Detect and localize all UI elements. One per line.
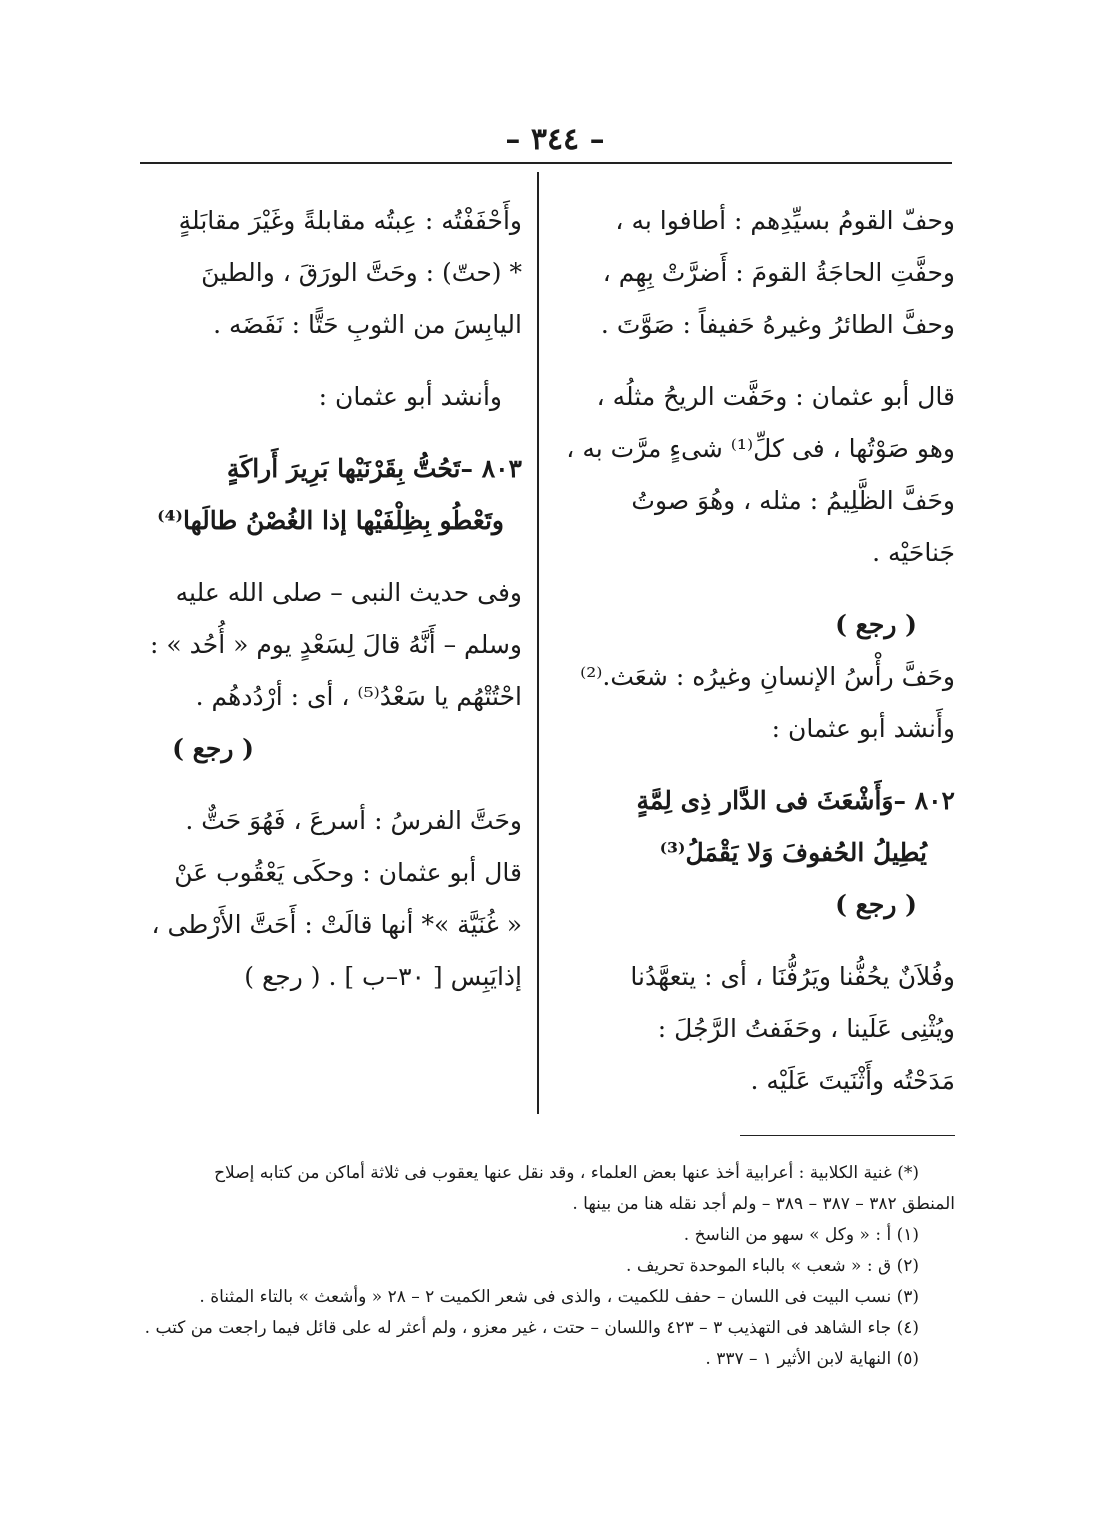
verse-line: ٨٠٣ –تَحُتُّ بِقَرْنَيْها بَرِيرَ أَراكَةٍ [226,454,522,483]
text-line: وهو صَوْتُها ، فى كلِّ⁽¹⁾ شىءٍ مرَّت به ، [566,434,955,463]
left-column [130,195,522,1003]
text-line: وسلم – أَنَّهُ قالَ لِسَعْدٍ يوم « أُحُد » : [150,630,522,659]
text-line: وحفَّتِ الحاجَةُ القومَ : أَضرَّتْ بِهِم ، [602,258,955,287]
text-line: وحَفَّ رأْسُ الإنسانِ وغيرُه : شعَث.⁽²⁾ [580,662,955,691]
text-line: قال أبو عثمان : وحكَى يَعْقُوب عَنْ [174,858,522,887]
text-line: * (حتّ) : وحَتَّ الورَقَ ، والطينَ [201,258,522,287]
footnotes [140,1158,955,1375]
text-line: وفُلاَنٌ يحُفُّنا ويَرُفُّنَا ، أى : يتعهَّدُنا [630,962,955,991]
footnote-line: (٢) ق : « شعب » بالباء الموحدة تحريف . [626,1256,919,1276]
text-line: مَدَحْتُه وأَثْنَيتَ عَلَيْه . [750,1066,955,1095]
spacer [130,351,522,371]
text-line: وحَفَّ الظَّلِيمُ : مثله ، وهُوَ صوتُ [631,486,955,515]
footnote-rule [740,1135,955,1136]
header-rule [140,162,952,164]
footnote-line: (٥) النهاية لابن الأثير ١ – ٣٣٧ . [705,1349,919,1369]
spacer [130,547,522,567]
spacer [130,775,522,795]
spacer [560,579,955,599]
footnote-line: (١) أ : « وكل » سهو من الناسخ . [683,1225,919,1245]
spacer [560,931,955,951]
rajaa-marker: ( رجع ) [835,610,917,639]
text-line: اليابِسَ من الثوبِ حَتًّا : نَفَضَه . [213,310,522,339]
text-line: « غُنَيَّة »* أنها قالَتْ : أَحَتَّ الأَرْطى ، [151,910,522,939]
text-line: وفى حديث النبى – صلى الله عليه [175,578,522,607]
footnote-line: (٤) جاء الشاهد فى التهذيب ٣ – ٤٢٣ واللسان – حتت ، غير معزو ، ولم أعثر له على قائل فيما راجعت من كتب . [144,1318,919,1338]
footnote-line: (٣) نسب البيت فى اللسان – حفف للكميت ، والذى فى شعر الكميت ٢ – ٢٨ « وأشعث » بالتاء المثناة . [199,1287,919,1307]
spacer [560,755,955,775]
text-line: وأنشد أبو عثمان : [318,382,502,411]
text-line: جَناحَيْه . [872,538,955,567]
rajaa-marker: ( رجع ) [172,734,254,763]
page-number: – ٣٤٤ – [505,122,605,157]
text-line: وحفّ القومُ بسيِّدِهم : أطافوا به ، [615,206,955,235]
text-line: إذايَبِس [ ٣٠–ب ] . ( رجع ) [244,962,522,991]
verse-line: وتَعْطُو بِظِلْفَيْها إذا الغُصْنُ طالَها⁽⁴⁾ [157,506,504,535]
verse-line: ٨٠٢ –وَأَشْعَثَ فى الدَّار ذِى لِمَّةٍ [636,786,955,815]
text-line: ويُثْنِى عَلَينا ، وحَفَفتُ الرَّجُلَ : [657,1014,955,1043]
text-line: احْتُتْهُم يا سَعْدُ⁽⁵⁾ ، أى : أرْدُدهُم . [195,682,522,711]
right-column [560,195,955,1107]
spacer [130,423,522,443]
text-line: وحفَّ الطائرُ وغيرهُ حَفيفاً : صَوَّتَ . [600,310,955,339]
text-line: وأَنشد أبو عثمان : [771,714,955,743]
rajaa-marker: ( رجع ) [835,890,917,919]
footnote-line: (*) غنية الكلابية : أعرابية أخذ عنها بعض العلماء ، وقد نقل عنها يعقوب فى ثلاثة أماكن من كتابه إصلاح [214,1163,919,1183]
column-divider [537,172,539,1114]
text-line: قال أبو عثمان : وحَفَّت الريحُ مثلُه ، [596,382,955,411]
text-line: وحَتَّ الفرسُ : أسرعَ ، فَهُوَ حَتٌّ . [185,806,522,835]
text-line: وأَحْفَفْتُه : عِبتُه مقابلةً وغَيْرَ مقابَلةٍ [178,206,522,235]
spacer [560,351,955,371]
verse-line: يُطِيلُ الحُفوفَ وَلا يَقْمَلُ⁽³⁾ [659,838,927,867]
footnote-line: المنطق ٣٨٢ – ٣٨٧ – ٣٨٩ – ولم أجد نقله هنا من بينها . [572,1194,955,1214]
